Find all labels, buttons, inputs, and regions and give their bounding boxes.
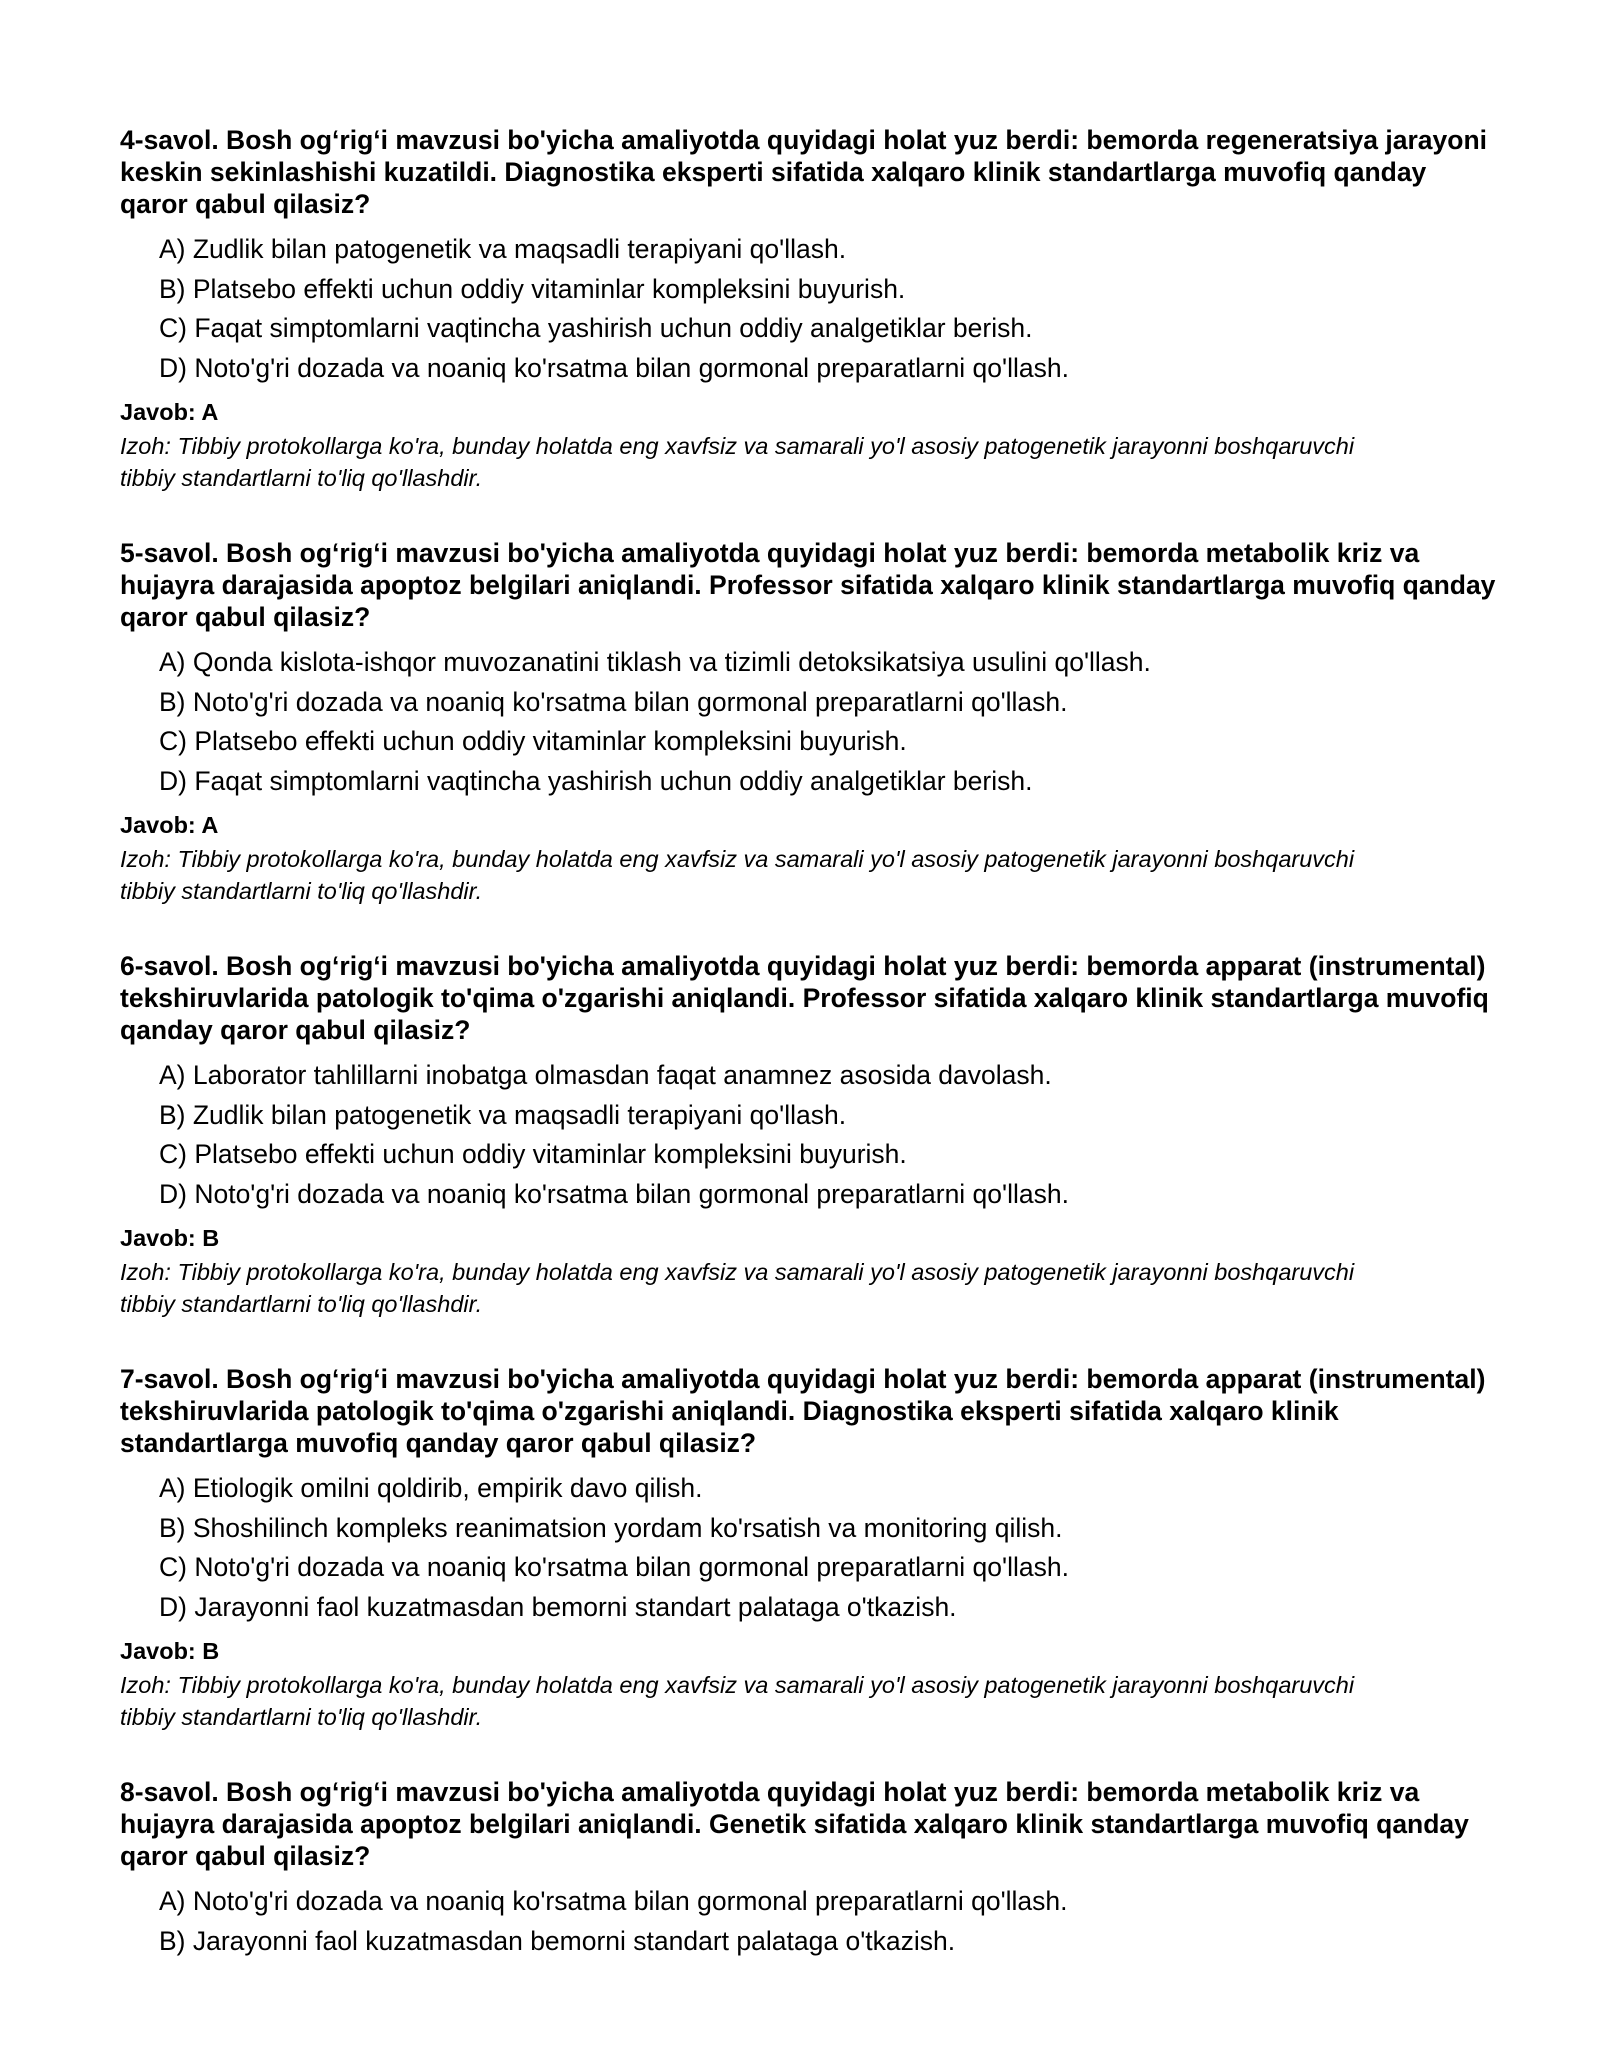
question-8 [120, 1776, 1500, 1961]
option-a: A) Noto'g'ri dozada va noaniq ko'rsatma bilan gormonal preparatlarni qo'llash. [159, 1886, 1068, 1916]
question-text: 4-savol. Bosh og‘rig‘i mavzusi bo'yicha amaliyotda quyidagi holat yuz berdi: bemorda regeneratsiya jarayoni keskin sekinlashishi kuzatildi. Diagnostika eksperti sifatida xalqaro klinik standartlarga muvofiq qanday qaror qabul qilasiz? [120, 125, 1488, 219]
option-c: C) Faqat simptomlarni vaqtincha yashirish uchun oddiy analgetiklar berish. [159, 313, 1033, 343]
question-text: 5-savol. Bosh og‘rig‘i mavzusi bo'yicha amaliyotda quyidagi holat yuz berdi: bemorda metabolik kriz va hujayra darajasida apoptoz belgilari aniqlandi. Professor sifatida xalqaro klinik standartlarga muvofiq qanday qaror qabul qilasiz? [120, 538, 1496, 632]
option-d: D) Jarayonni faol kuzatmasdan bemorni standart palataga o'tkazish. [159, 1591, 957, 1622]
explanation-note: Izoh: Tibbiy protokollarga ko'ra, bunday holatda eng xavfsiz va samarali yo'l asosiy patogenetik jarayonni boshqaruvchi tibbiy standartlarni to'liq qo'llashdir. [120, 433, 1355, 491]
options-list [159, 643, 1500, 801]
question-6 [120, 950, 1500, 1320]
option-c: C) Platsebo effekti uchun oddiy vitaminlar kompleksini buyurish. [159, 726, 907, 756]
question-7 [120, 1363, 1500, 1733]
explanation-note: Izoh: Tibbiy protokollarga ko'ra, bunday holatda eng xavfsiz va samarali yo'l asosiy patogenetik jarayonni boshqaruvchi tibbiy standartlarni to'liq qo'llashdir. [120, 1672, 1355, 1730]
answer-label: Javob: A [120, 812, 219, 838]
document-page [120, 124, 1500, 1969]
question-5 [120, 537, 1500, 907]
option-a: A) Qonda kislota-ishqor muvozanatini tiklash va tizimli detoksikatsiya usulini qo'llash. [159, 647, 1151, 677]
options-list [159, 1056, 1500, 1214]
question-text: 7-savol. Bosh og‘rig‘i mavzusi bo'yicha amaliyotda quyidagi holat yuz berdi: bemorda apparat (instrumental) tekshiruvlarida patologik to'qima o'zgarishi aniqlandi. Diagnostika eksperti sifatida xalqaro klinik standartlarga muvofiq qanday qaror qabul qilasiz? [120, 1364, 1486, 1458]
question-text: 8-savol. Bosh og‘rig‘i mavzusi bo'yicha amaliyotda quyidagi holat yuz berdi: bemorda metabolik kriz va hujayra darajasida apoptoz belgilari aniqlandi. Genetik sifatida xalqaro klinik standartlarga muvofiq qanday qaror qabul qilasiz? [120, 1777, 1469, 1871]
options-list [159, 230, 1500, 388]
option-b: B) Zudlik bilan patogenetik va maqsadli terapiyani qo'llash. [159, 1099, 847, 1130]
option-c: C) Platsebo effekti uchun oddiy vitaminlar kompleksini buyurish. [159, 1139, 907, 1169]
option-d: D) Noto'g'ri dozada va noaniq ko'rsatma bilan gormonal preparatlarni qo'llash. [159, 1178, 1069, 1209]
option-b: B) Shoshilinch kompleks reanimatsion yordam ko'rsatish va monitoring qilish. [159, 1512, 1063, 1543]
question-text: 6-savol. Bosh og‘rig‘i mavzusi bo'yicha amaliyotda quyidagi holat yuz berdi: bemorda apparat (instrumental) tekshiruvlarida patologik to'qima o'zgarishi aniqlandi. Professor sifatida xalqaro klinik standartlarga muvofiq qanday qaror qabul qilasiz? [120, 951, 1489, 1045]
explanation-note: Izoh: Tibbiy protokollarga ko'ra, bunday holatda eng xavfsiz va samarali yo'l asosiy patogenetik jarayonni boshqaruvchi tibbiy standartlarni to'liq qo'llashdir. [120, 1259, 1355, 1317]
option-b: B) Platsebo effekti uchun oddiy vitaminlar kompleksini buyurish. [159, 273, 906, 304]
answer-label: Javob: A [120, 399, 219, 425]
options-list [159, 1469, 1500, 1627]
option-a: A) Zudlik bilan patogenetik va maqsadli terapiyani qo'llash. [159, 234, 847, 264]
question-4 [120, 124, 1500, 494]
option-b: B) Noto'g'ri dozada va noaniq ko'rsatma bilan gormonal preparatlarni qo'llash. [159, 686, 1068, 717]
answer-label: Javob: B [120, 1225, 220, 1251]
option-c: C) Noto'g'ri dozada va noaniq ko'rsatma bilan gormonal preparatlarni qo'llash. [159, 1552, 1069, 1582]
answer-label: Javob: B [120, 1638, 220, 1664]
option-a: A) Laborator tahlillarni inobatga olmasdan faqat anamnez asosida davolash. [159, 1060, 1052, 1090]
option-b: B) Jarayonni faol kuzatmasdan bemorni standart palataga o'tkazish. [159, 1925, 956, 1956]
explanation-note: Izoh: Tibbiy protokollarga ko'ra, bunday holatda eng xavfsiz va samarali yo'l asosiy patogenetik jarayonni boshqaruvchi tibbiy standartlarni to'liq qo'llashdir. [120, 846, 1355, 904]
options-list [159, 1882, 1500, 1961]
option-a: A) Etiologik omilni qoldirib, empirik davo qilish. [159, 1473, 703, 1503]
option-d: D) Faqat simptomlarni vaqtincha yashirish uchun oddiy analgetiklar berish. [159, 765, 1033, 796]
option-d: D) Noto'g'ri dozada va noaniq ko'rsatma bilan gormonal preparatlarni qo'llash. [159, 352, 1069, 383]
